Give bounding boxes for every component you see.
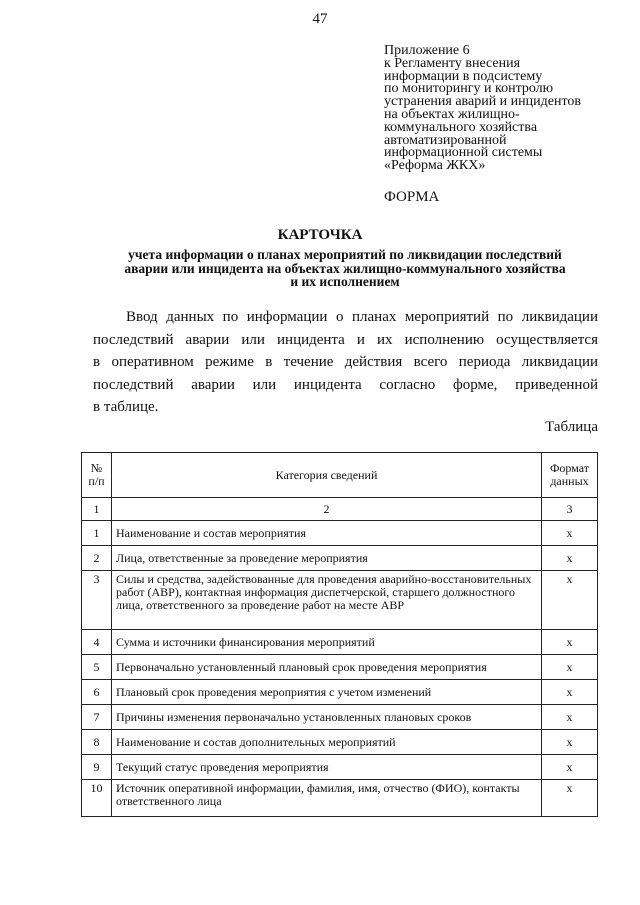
table-row <box>82 755 598 780</box>
card-subtitle <box>90 248 600 289</box>
appendix-line: «Реформа ЖКХ» <box>384 158 486 174</box>
row-number: 10 <box>82 780 112 817</box>
table-row <box>82 705 598 730</box>
table-header-row <box>82 453 598 498</box>
intro-paragraph <box>93 306 598 419</box>
row-number: 9 <box>82 755 112 780</box>
card-subtitle-line: аварии или инцидента на объектах жилищно-коммунального хозяйства <box>124 260 566 276</box>
row-category: Лица, ответственные за проведение мероприятия <box>112 546 542 571</box>
row-format: х <box>542 705 598 730</box>
row-format: х <box>542 655 598 680</box>
appendix-line: информационной системы <box>384 145 543 161</box>
row-format: х <box>542 730 598 755</box>
row-number: 6 <box>82 680 112 705</box>
intro-line: в таблице. <box>93 399 159 415</box>
row-category: Текущий статус проведения мероприятия <box>112 755 542 780</box>
appendix-line: информации в подсистему <box>384 68 543 84</box>
header-cell-format: Формат данных <box>542 453 598 498</box>
index-cell: 2 <box>112 498 542 521</box>
row-number: 1 <box>82 521 112 546</box>
appendix-block <box>384 45 634 173</box>
row-category: Источник оперативной информации, фамилия, имя, отчество (ФИО), контакты ответственного лица <box>112 780 542 817</box>
appendix-line: автоматизированной <box>384 132 507 148</box>
row-format: х <box>542 546 598 571</box>
card-subtitle-line: учета информации о планах мероприятий по ликвидации последствий <box>128 247 562 262</box>
appendix-line: на объектах жилищно- <box>384 106 520 122</box>
table-row <box>82 521 598 546</box>
table-row <box>82 546 598 571</box>
row-format: х <box>542 521 598 546</box>
header-cell-number: № п/п <box>82 453 112 498</box>
info-table <box>81 452 598 817</box>
appendix-line: к Регламенту внесения <box>384 55 521 71</box>
table-row <box>82 630 598 655</box>
row-category: Причины изменения первоначально установленных плановых сроков <box>112 705 542 730</box>
row-category: Плановый срок проведения мероприятия с учетом изменений <box>112 680 542 705</box>
index-cell: 1 <box>82 498 112 521</box>
page-number: 47 <box>312 11 328 27</box>
row-number: 7 <box>82 705 112 730</box>
row-format: х <box>542 780 598 817</box>
appendix-line: Приложение 6 <box>384 43 470 58</box>
row-number: 2 <box>82 546 112 571</box>
row-category: Сумма и источники финансирования мероприятий <box>112 630 542 655</box>
form-label: ФОРМА <box>384 189 440 205</box>
intro-line: последствий аварии или инцидента согласно форме, приведенной <box>93 376 598 393</box>
row-number: 4 <box>82 630 112 655</box>
header-cell-category: Категория сведений <box>112 453 542 498</box>
table-row <box>82 780 598 817</box>
row-format: х <box>542 630 598 655</box>
table-row <box>82 730 598 755</box>
intro-line: Ввод данных по информации о планах мероприятий по ликвидации <box>126 309 598 325</box>
row-category: Силы и средства, задействованные для проведения аварийно-восстановительных работ (АВР), контактная информация диспетчерской, старшего должностного лица, ответственного за проведение работ на месте АВР <box>112 571 542 630</box>
card-title: КАРТОЧКА <box>277 227 363 243</box>
appendix-line: устранения аварий и инцидентов <box>384 94 582 110</box>
table-caption: Таблица <box>545 419 598 435</box>
appendix-line: коммунального хозяйства <box>384 119 538 135</box>
table-row <box>82 680 598 705</box>
appendix-line: по мониторингу и контролю <box>384 81 554 97</box>
row-format: х <box>542 755 598 780</box>
row-number: 3 <box>82 571 112 630</box>
row-format: х <box>542 680 598 705</box>
table-index-row <box>82 498 598 521</box>
row-number: 5 <box>82 655 112 680</box>
row-number: 8 <box>82 730 112 755</box>
row-category: Первоначально установленный плановый срок проведения мероприятия <box>112 655 542 680</box>
row-category: Наименование и состав дополнительных мероприятий <box>112 730 542 755</box>
card-subtitle-line: и их исполнением <box>290 274 400 289</box>
intro-line: в оперативном режиме в течение действия всего периода ликвидации <box>93 354 598 370</box>
index-cell: 3 <box>542 498 598 521</box>
table-row <box>82 655 598 680</box>
intro-line: последствий аварии или инцидента и их исполнению осуществляется <box>93 331 598 348</box>
table-row <box>82 571 598 630</box>
row-category: Наименование и состав мероприятия <box>112 521 542 546</box>
row-format: х <box>542 571 598 630</box>
